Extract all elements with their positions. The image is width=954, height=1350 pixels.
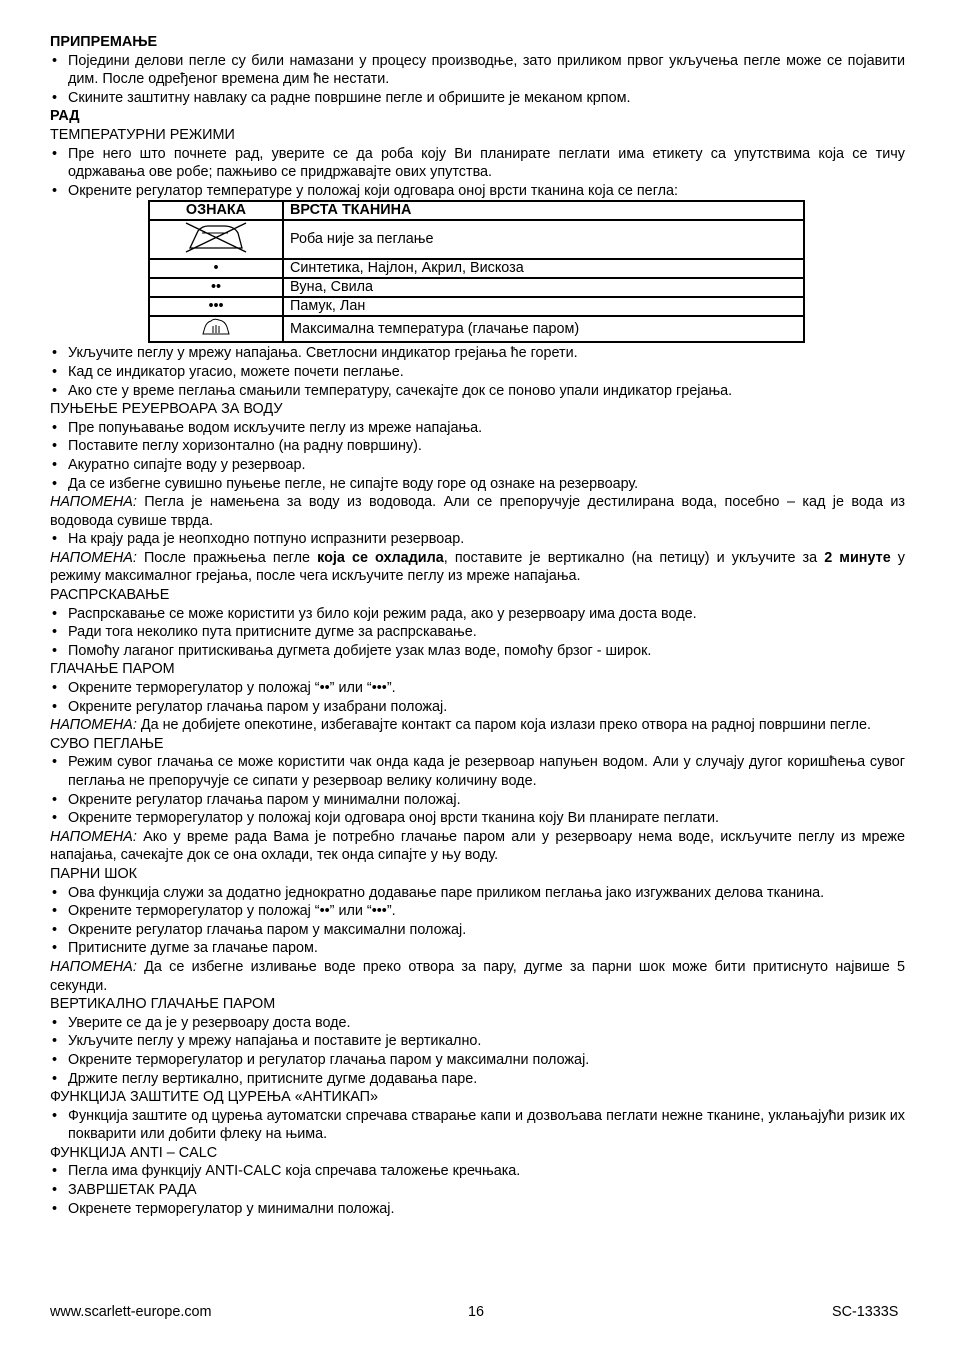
note-text: Да не добијете опекотине, избегавајте контакт са паром која излази преко отвора на радној површини пегле. [136, 717, 871, 734]
section-title-anticalc: ФУНКЦИЈА ANTI – CALC [50, 1144, 218, 1161]
note-paragraph [50, 716, 905, 735]
note-text: Ако у време рада Вама је потребно глачање паром али у резервоару нема воде, искључите пеглу из мреже напајања, сачекајте док се она охлади, тек онда сипајте у њу воду. [50, 828, 905, 864]
list-item: • Режим сувог глачања се може користити чак онда када је резервоар напуњен водом. Али у случају дугог коришћења сувог пеглања не препоручује се сипати у резервоар велику количину воде. [50, 753, 905, 790]
list-item: • Окрените терморегулатор у положај који одговара оној врсти тканина коју Ви планирате пеглати. [50, 809, 905, 828]
section-title-dry: СУВО ПЕГЛАЊЕ [50, 735, 164, 752]
note-paragraph [50, 549, 905, 586]
list-item: • Ако сте у време пеглања смањили температуру, сачекајте док се поново упали индикатор грејања. [50, 382, 905, 401]
no-iron-icon [184, 221, 248, 253]
note-label: НАПОМЕНА: [50, 549, 137, 566]
vertical-list [50, 1014, 905, 1088]
list-item: • Држите пеглу вертикално, притисните дугме додавања паре. [50, 1070, 905, 1089]
steam-icon [199, 317, 233, 336]
table-cell-symbol [149, 316, 283, 342]
note-paragraph [50, 958, 905, 995]
note-paragraph [50, 493, 905, 530]
list-item: • Притисните дугме за глачање паром. [50, 939, 905, 958]
section-title-shock: ПАРНИ ШОК [50, 865, 138, 882]
note-label: НАПОМЕНА: [50, 828, 137, 845]
section-title-vertical: ВЕРТИКАЛНО ГЛАЧАЊЕ ПАРОМ [50, 996, 276, 1013]
list-item: • Функција заштите од цурења аутоматски спречава стварање капи и дозвољава пеглати нежне тканине, уклањајући ризик их покварити или добити флеку на њима. [50, 1107, 905, 1144]
list-item: • ЗАВРШЕТАК РАДА [50, 1181, 905, 1200]
note-paragraph [50, 828, 905, 865]
list-item: • Окрените регулатор глачања паром у максимални положај. [50, 921, 905, 940]
section-title-preparation: ПРИПРЕМАЊЕ [50, 34, 158, 50]
document-page [50, 33, 905, 1218]
table-cell-symbol: • [149, 259, 283, 278]
note-label: НАПОМЕНА: [50, 494, 137, 511]
table-cell-fabric: Синтетика, Најлон, Акрил, Вискоза [283, 259, 804, 278]
list-item: • На крају рада је неопходно потпуно испразнити резервоар. [50, 530, 905, 549]
list-item: • Укључите пеглу у мрежу напајања и поставите је вертикално. [50, 1032, 905, 1051]
table-row [149, 316, 804, 342]
filling-list-2 [50, 530, 905, 549]
table-cell-fabric: Памук, Лан [283, 297, 804, 316]
anticalc-list [50, 1162, 905, 1218]
list-item: • Окрените терморегулатор и регулатор глачања паром у максимални положај. [50, 1051, 905, 1070]
note-text-bold: 2 минуте [824, 549, 891, 566]
section-title-temperature: ТЕМПЕРАТУРНИ РЕЖИМИ [50, 126, 235, 143]
list-item: • Уверите се да је у резервоару доста воде. [50, 1014, 905, 1033]
note-label: НАПОМЕНА: [50, 717, 137, 734]
table-cell-fabric: Роба није за пеглање [283, 220, 804, 259]
list-item: • Пре него што почнете рад, уверите се да роба коју Ви планирате пеглати има етикету са упутствима која се тичу одржавања ове робе; пажњиво се придржавајте ових упутства. [50, 145, 905, 182]
list-item: • Кад се индикатор угасио, можете почети пеглање. [50, 363, 905, 382]
table-row [149, 220, 804, 259]
shock-list [50, 884, 905, 958]
list-item: • Окрените регулатор температуре у положај који одговара оној врсти тканина која се пегла: [50, 182, 905, 201]
note-label: НАПОМЕНА: [50, 958, 137, 975]
note-text: После пражњења пегле [136, 549, 318, 566]
list-item: • Ради тога неколико пута притисните дугме за распрскавање. [50, 623, 905, 642]
section-title-spray: РАСПРСКАВАЊЕ [50, 587, 170, 604]
table-cell-fabric: Максимална температура (глачање паром) [283, 316, 804, 342]
list-item: • Пегла има функцију ANTI-CALC која спречава таложење кречњака. [50, 1162, 905, 1181]
list-item: • Окрените регулатор глачања паром у изабрани положај. [50, 698, 905, 717]
table-row [149, 259, 804, 278]
table-header-symbol: ОЗНАКА [149, 201, 283, 220]
list-item: • Поставите пеглу хоризонтално (на радну површину). [50, 437, 905, 456]
section-title-filling: ПУЊЕЊЕ РЕУЕРВОАРА ЗА ВОДУ [50, 401, 283, 418]
table-cell-symbol: ••• [149, 297, 283, 316]
list-item: • Скините заштитну навлаку са радне површине пегле и обришите је меканом крпом. [50, 89, 905, 108]
list-item: • Окрените терморегулатор у положај “••” или “•••”. [50, 679, 905, 698]
list-item: • Окренете терморегулатор у минимални положај. [50, 1200, 905, 1219]
antidrip-list [50, 1107, 905, 1144]
list-item: • Окрените терморегулатор у положај “••” или “•••”. [50, 902, 905, 921]
section-title-steam: ГЛАЧАЊЕ ПАРОМ [50, 661, 175, 678]
table-cell-fabric: Вуна, Свила [283, 278, 804, 297]
list-item: • Ова функција служи за додатно једнократно додавање паре приликом пеглања јако изгужваних делова тканина. [50, 884, 905, 903]
list-item: • Поједини делови пегле су били намазани у процесу производње, зато приликом првог укључења пегле може се појавити дим. После одређеног времена дим ће нестати. [50, 52, 905, 89]
list-item: • Пре попуњавање водом искључите пеглу из мреже напајања. [50, 419, 905, 438]
spray-list [50, 605, 905, 661]
fabric-table [148, 200, 805, 343]
list-item: • Укључите пеглу у мрежу напајања. Светлосни индикатор грејања ће горети. [50, 344, 905, 363]
footer-model: SC-1333S [832, 1304, 899, 1320]
section-title-antidrip: ФУНКЦИЈА ЗАШТИТЕ ОД ЦУРЕЊА «АНТИКАП» [50, 1089, 379, 1106]
note-text-bold: која се охладила [317, 549, 444, 566]
note-text: , поставите је вертикално (на петицу) и укључите за [443, 549, 825, 566]
list-item: • Окрените регулатор глачања паром у минимални положај. [50, 791, 905, 810]
steam-list [50, 679, 905, 716]
table-header-row [149, 201, 804, 220]
footer-website: www.scarlett-europe.com [50, 1304, 212, 1320]
table-cell-symbol: •• [149, 278, 283, 297]
list-item: • Распрскавање се може користити уз било који режим рада, ако у резервоару има доста воде. [50, 605, 905, 624]
note-text: Да се избегне изливање воде преко отвора за пару, дугме за парни шок може бити притиснуто највише 5 секунди. [50, 958, 905, 994]
table-cell-symbol [149, 220, 283, 259]
table-row [149, 278, 804, 297]
list-item: • Помоћу лаганог притискивања дугмета добијете узак млаз воде, помоћу брзог - широк. [50, 642, 905, 661]
section-title-work: РАД [50, 108, 80, 125]
list-item: • Акуратно сипајте воду у резервоар. [50, 456, 905, 475]
temperature-list-2 [50, 344, 905, 400]
preparation-list [50, 52, 905, 108]
note-text: Пегла је намењена за воду из водовода. Али се препоручује дестилирана вода, посебно – кад је вода из водовода сувише тврда. [50, 494, 905, 529]
filling-list [50, 419, 905, 493]
temperature-list [50, 145, 905, 201]
list-item: • Да се избегне сувишно пуњење пегле, не сипајте воду горе од ознаке на резервоару. [50, 475, 905, 494]
note-text: у режиму максималног грејања, после чега искључите пеглу из мреже напајања. [50, 549, 905, 585]
dry-list [50, 753, 905, 827]
footer-page-number: 16 [468, 1304, 485, 1320]
table-row [149, 297, 804, 316]
table-header-fabric: ВРСТА ТКАНИНА [283, 201, 804, 220]
